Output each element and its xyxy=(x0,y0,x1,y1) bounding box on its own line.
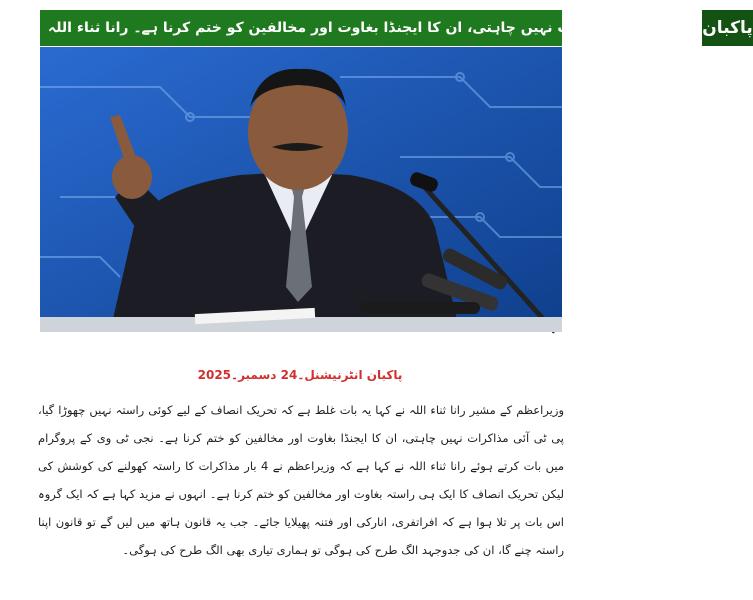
speaker-photo-illustration xyxy=(40,47,562,332)
headline-text: پی ٹی آئی مذاکرات نہیں چاہتی، ان کا ایجنڈا بغاوت اور مخالفین کو ختم کرنا ہے۔ رانا ثناء اللہ xyxy=(48,20,693,36)
article-body: وزیراعظم کے مشیر رانا ثناء اللہ نے کہا یہ بات غلط ہے کہ تحریک انصاف کے لیے کوئی راستہ نہیں چھوڑا گیا، پی ٹی آئی مذاکرات نہیں چاہتی، ان کا ایجنڈا بغاوت اور مخالفین کو ختم کرنا ہے۔ نجی ٹی وی کے پروگرام میں بات کرتے ہوئے رانا ثناء اللہ نے کہا ہے کہ وزیراعظم نے 4 بار مذاکرات کا راستہ کھولنے کی کوشش کی لیکن تحریک انصاف کا ایک ہی راستہ بغاوت اور مخالفین کو ختم کرنا ہے۔ انہوں نے مزید کہا ہے کہ ایک گروہ اس بات پر تلا ہوا ہے کہ افراتفری، انارکی اور فتنہ پھیلایا جائے۔ جب یہ قانون ہاتھ میں لیں گے تو قانون اپنا راستہ چنے گا، ان کی جدوجہد الگ طرح کی ہوگی تو ہماری تیاری بھی الگ طرح کی ہوگی۔ xyxy=(38,403,564,557)
news-photo xyxy=(40,47,562,332)
headline-banner xyxy=(40,10,753,46)
brand-label: پاکبان xyxy=(700,10,753,46)
raised-hand xyxy=(112,155,152,199)
dateline: پاکبان انٹرنیشنل۔24 دسمبر۔2025 xyxy=(197,368,403,382)
